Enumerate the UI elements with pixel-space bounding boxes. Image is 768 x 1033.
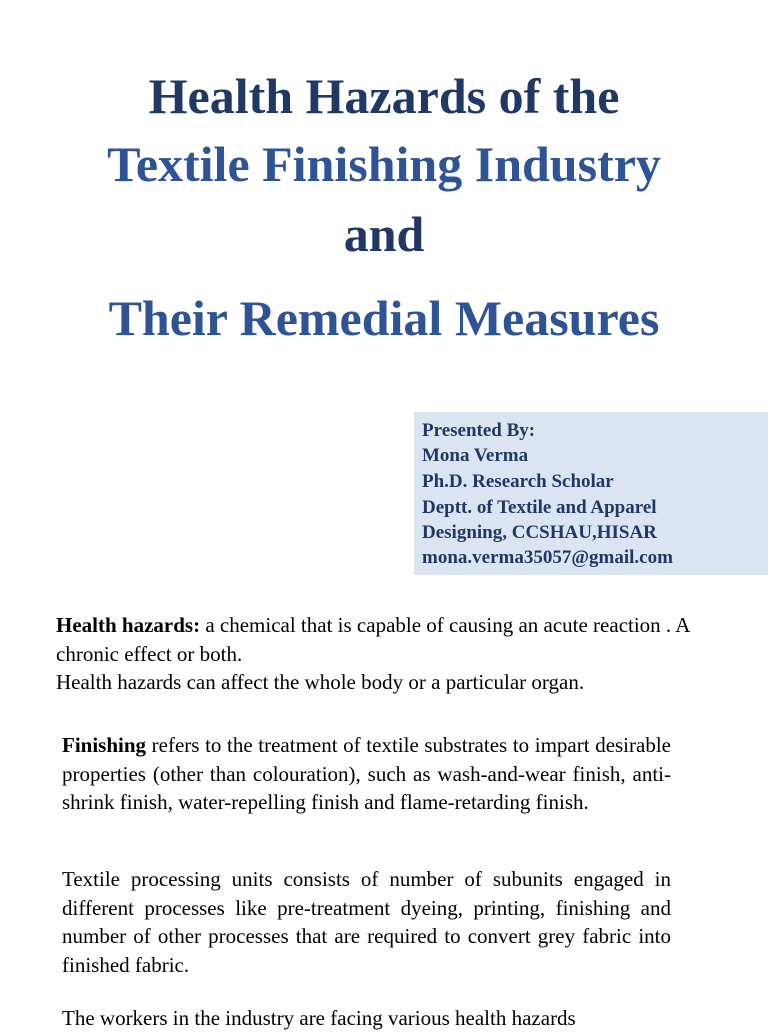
health-hazards-note: Health hazards can affect the whole body or a particular organ.	[56, 670, 585, 694]
presenter-label: Presented By:	[422, 420, 536, 441]
presenter-box	[414, 412, 768, 575]
title-line-4: Their Remedial Measures	[108, 290, 660, 346]
finishing-term: Finishing	[62, 733, 147, 757]
finishing-text: refers to the treatment of textile substrates to impart desirable properties (other than colouration), such as wash-and-wear finish, anti-shrink finish, water-repelling finish and flame-retarding finish.	[62, 733, 671, 814]
title-line-3: and	[343, 206, 425, 262]
title-line-2: Textile Finishing Industry	[107, 136, 661, 192]
presenter-dept-line-2: Designing, CCSHAU,HISAR	[422, 522, 657, 543]
presenter-email: mona.verma35057@gmail.com	[422, 547, 673, 568]
health-hazards-definition: a chemical that is capable of causing an acute reaction . A chronic effect or both.	[56, 613, 690, 666]
presenter-name: Mona Verma	[422, 445, 529, 466]
health-hazards-term: Health hazards:	[56, 613, 201, 637]
title-line-1: Health Hazards of the	[148, 68, 620, 124]
processing-units-paragraph: Textile processing units consists of number of subunits engaged in different processes like pre-treatment dyeing, printing, finishing and number of other processes that are required to convert grey fabric into finished fabric.	[62, 867, 671, 977]
finishing-paragraph	[62, 731, 671, 817]
health-hazards-paragraph	[56, 611, 716, 697]
presenter-role: Ph.D. Research Scholar	[422, 471, 614, 492]
workers-paragraph: The workers in the industry are facing various health hazards	[62, 1006, 576, 1030]
presenter-dept-line-1: Deptt. of Textile and Apparel	[422, 497, 657, 518]
